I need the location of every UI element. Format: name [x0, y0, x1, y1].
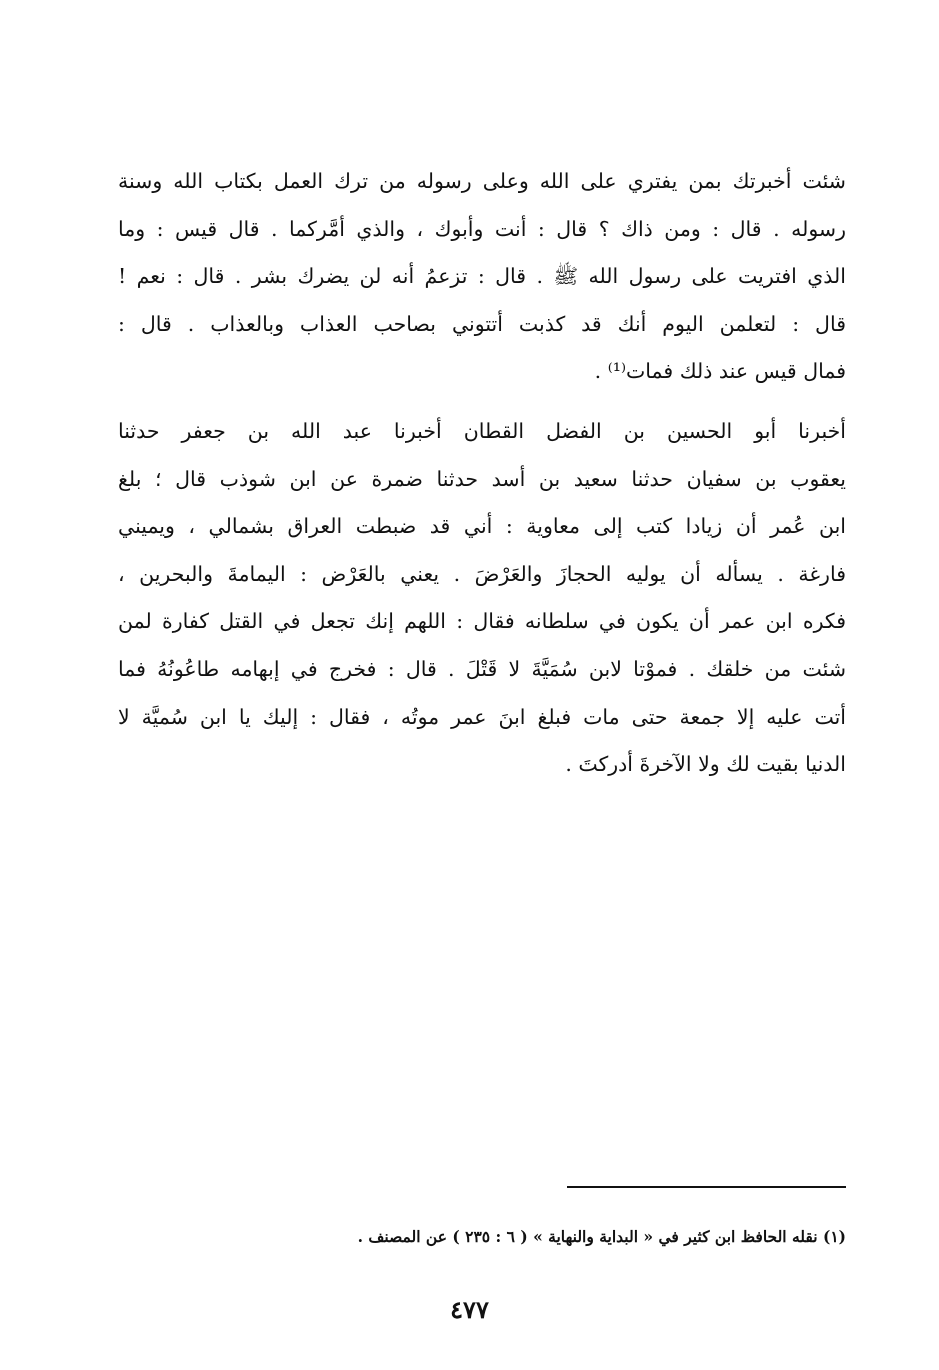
- text-line: رسوله . قال : ومن ذاك ؟ قال : أنت وأبوك ، والذي أمَّركما . قال قيس : وما: [118, 216, 846, 241]
- page-number: ٤٧٧: [450, 1295, 489, 1324]
- footnote-divider: [567, 1186, 846, 1188]
- text-line: شئت من خلقك . فموْتا لابن سُمَيَّةَ لا قَتْلَ . قال : فخرج في إبهامه طاعُونُهُ فما: [118, 656, 846, 681]
- text-line: قال : لتعلمن اليوم أنك قد كذبت أتتوني بصاحب العذاب وبالعذاب . قال :: [118, 311, 846, 336]
- paragraph-2: [118, 408, 846, 789]
- text-line: أتت عليه إلا جمعة حتى مات فبلغ ابنَ عمر موتُه ، فقال : إليك يا ابن سُميَّة لا: [118, 704, 846, 729]
- text-line: يعقوب بن سفيان حدثنا سعيد بن أسد حدثنا ضمرة عن ابن شوذب قال ؛ بلغ: [118, 466, 846, 491]
- footnote: (١) نقله الحافظ ابن كثير في « البداية والنهاية » ( ٦ : ٢٣٥ ) عن المصنف .: [357, 1227, 846, 1246]
- text-line: فارغة . يسأله أن يوليه الحجازَ والعَرْضَ . يعني بالعَرْض : اليمامةَ والبحرين ،: [118, 561, 846, 586]
- text-line: الدنيا بقيت لك ولا الآخرةَ أدركتَ .: [565, 752, 846, 777]
- text-line: ابن عُمر أن زيادا كتب إلى معاوية : أني قد ضبطت العراق بشمالي ، ويميني: [118, 514, 846, 539]
- text-line: الذي افتريت على رسول الله ﷺ . قال : تزعمُ أنه لن يضرك بشر . قال : نعم !: [118, 264, 846, 289]
- text-line: فكره ابن عمر أن يكون في سلطانه فقال : اللهم إنك تجعل في القتل كفارة لمن: [118, 609, 846, 634]
- text-line: شئت أخبرتك بمن يفتري على الله وعلى رسوله من ترك العمل بكتاب الله وسنة: [118, 169, 846, 193]
- text-line: فمال قيس عند ذلك فمات⁽¹⁾ .: [594, 359, 846, 384]
- text-line: أخبرنا أبو الحسين بن الفضل القطان أخبرنا عبد الله بن جعفر حدثنا: [118, 419, 846, 443]
- paragraph-1: [118, 158, 846, 396]
